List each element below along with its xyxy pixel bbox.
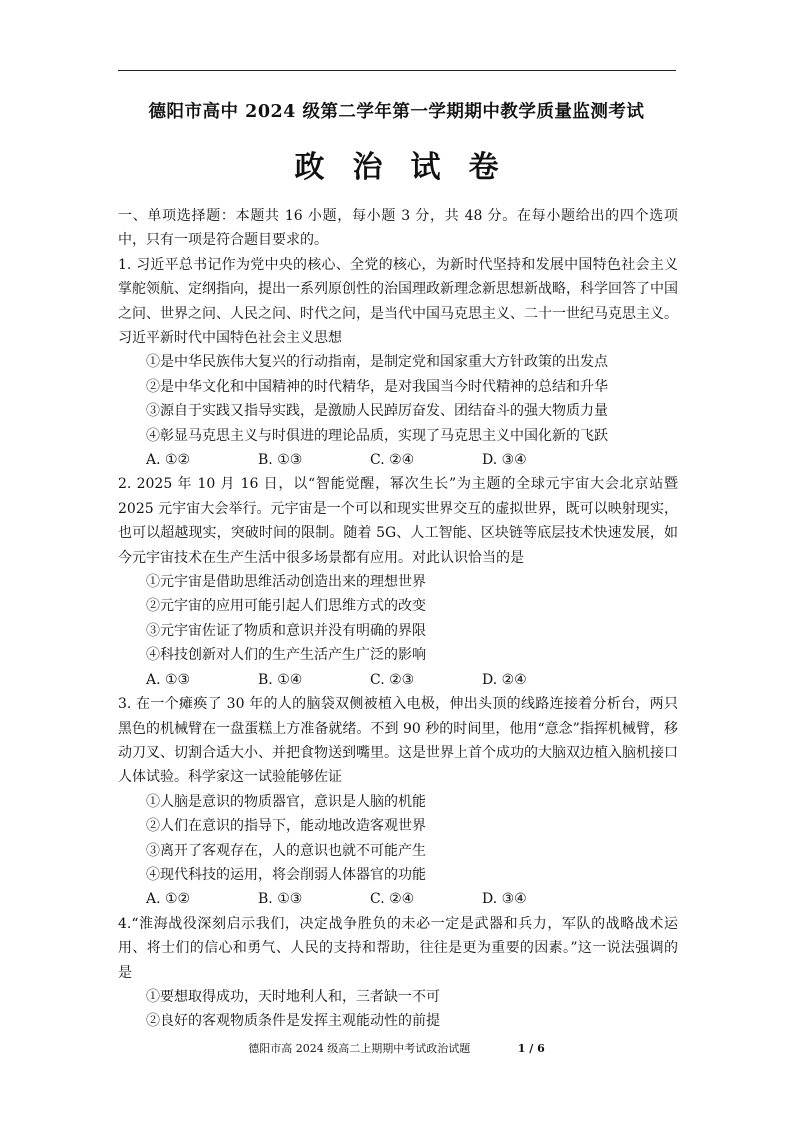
statement: ③源自于实践又指导实践，是激励人民踔厉奋发、团结奋斗的强大物质力量	[146, 403, 608, 420]
statement: ②元宇宙的应用可能引起人们思维方式的改变	[146, 598, 426, 615]
statement: ①元宇宙是借助思维活动创造出来的理想世界	[146, 574, 426, 591]
exam-content	[118, 204, 678, 1034]
choice-c: C. ②④	[370, 891, 415, 908]
footer-text: 德阳市高 2024 级高二上期期中考试政治试题	[248, 1042, 471, 1055]
statement: ④现代科技的运用，将会削弱人体器官的功能	[146, 866, 426, 883]
choice-b: B. ①③	[258, 452, 303, 469]
statement: ①人脑是意识的物质器官，意识是人脑的机能	[146, 793, 426, 810]
header-rule	[118, 70, 676, 71]
page-number: 1 / 6	[517, 1042, 545, 1055]
question-stem: 3. 在一个瘫痪了 30 年的人的脑袋双侧被植入电极，伸出头顶的线路连接着分析台，两只黑色的机械臂在一盘蛋糕上方准备就绪。不到 90 秒的时间里，他用“意念”指挥机械臂，移动刀叉、切割合适大小、并把食物送到嘴里。这是世界上首个成功的大脑双边植入脑机接口人体试验。科学家这一试验能够佐证	[118, 696, 678, 786]
answer-choices	[146, 448, 678, 472]
answer-choices	[146, 887, 678, 911]
choice-b: B. ①③	[258, 891, 303, 908]
statement: ①是中华民族伟大复兴的行动指南，是制定党和国家重大方针政策的出发点	[146, 354, 608, 371]
answer-choices	[146, 668, 678, 692]
subject-title: 政治试卷	[294, 150, 527, 185]
page-footer	[0, 1040, 793, 1056]
question-stem: 4.“淮海战役深刻启示我们，决定战争胜负的未必一定是武器和兵力，军队的战略战术运用、将士们的信心和勇气、人民的支持和帮助，往往是更为重要的因素。”这一说法强调的是	[118, 915, 678, 981]
question-stem: 2. 2025 年 10 月 16 日，以“智能觉醒，幂次生长”为主题的全球元宇宙大会北京站暨 2025 元宇宙大会举行。元宇宙是一个可以和现实世界交互的虚拟世界，既可以映射现实，也可以超越现实，突破时间的限制。随着 5G、人工智能、区块链等底层技术快速发展，如今元宇宙技术在生产生活中很多场景都有应用。对此认识恰当的是	[118, 476, 678, 566]
choice-d: D. ③④	[482, 891, 527, 908]
choice-c: C. ②③	[370, 671, 415, 688]
question-3	[118, 692, 678, 912]
statement: ④彰显马克思主义与时俱进的理论品质，实现了马克思主义中国化新的飞跃	[146, 427, 608, 444]
statement: ④科技创新对人们的生产生活产生广泛的影响	[146, 647, 426, 664]
statement: ②人们在意识的指导下，能动地改造客观世界	[146, 818, 426, 835]
choice-d: D. ③④	[482, 452, 527, 469]
choice-b: B. ①④	[258, 671, 303, 688]
choice-a: A. ①②	[146, 452, 191, 469]
statement: ③元宇宙佐证了物质和意识并没有明确的界限	[146, 622, 426, 639]
choice-d: D. ②④	[482, 671, 527, 688]
statement: ①要想取得成功，天时地利人和，三者缺一不可	[146, 988, 440, 1005]
exam-title: 德阳市高中 2024 级第二学年第一学期期中教学质量监测考试	[148, 102, 645, 122]
choice-c: C. ②④	[370, 452, 415, 469]
choice-a: A. ①③	[146, 671, 191, 688]
question-1	[118, 253, 678, 473]
question-2	[118, 472, 678, 692]
statement: ②良好的客观物质条件是发挥主观能动性的前提	[146, 1013, 440, 1030]
choice-a: A. ①②	[146, 891, 191, 908]
statement: ②是中华文化和中国精神的时代精华，是对我国当今时代精神的总结和升华	[146, 378, 608, 395]
question-stem: 1. 习近平总书记作为党中央的核心、全党的核心，为新时代坚持和发展中国特色社会主义掌舵领航、定纲指向，提出一系列原创性的治国理政新理念新思想新战略，科学回答了中国之问、世界之问、人民之问、时代之问，是当代中国马克思主义、二十一世纪马克思主义。习近平新时代中国特色社会主义思想	[118, 256, 678, 347]
section-intro: 一、单项选择题：本题共 16 小题，每小题 3 分，共 48 分。在每小题给出的四个选项中，只有一项是符合题目要求的。	[118, 208, 678, 249]
question-4	[118, 912, 678, 1034]
statement: ③离开了客观存在，人的意识也就不可能产生	[146, 842, 426, 859]
